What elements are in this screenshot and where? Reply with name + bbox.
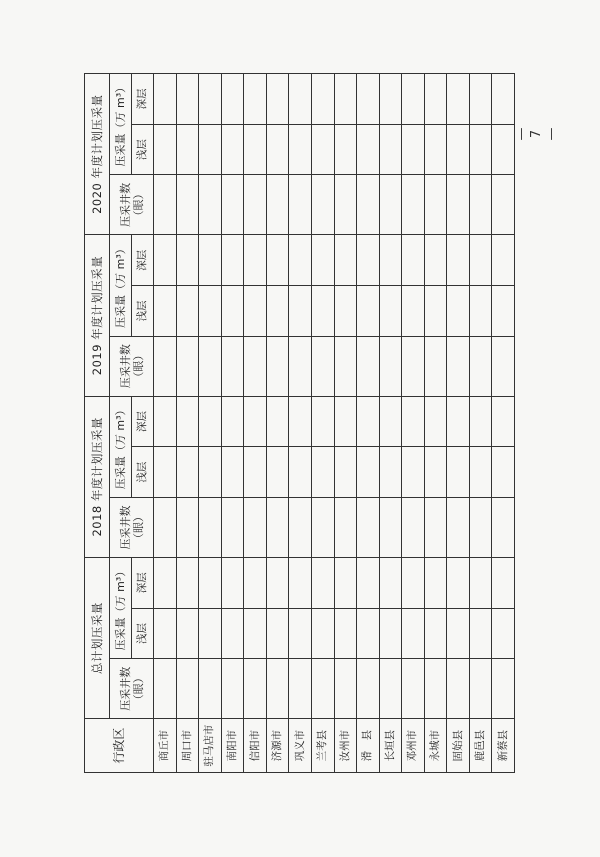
value-cell (199, 557, 222, 608)
value-cell (424, 447, 447, 498)
value-cell (357, 659, 380, 719)
table-row (244, 74, 267, 773)
value-cell (492, 235, 515, 286)
value-cell (199, 396, 222, 447)
table-row (424, 74, 447, 773)
value-cell (379, 124, 402, 175)
value-cell (402, 336, 425, 396)
value-cell (447, 175, 470, 235)
value-cell (221, 659, 244, 719)
value-cell (334, 286, 357, 337)
value-cell (424, 74, 447, 125)
table-row (266, 74, 289, 773)
value-cell (424, 286, 447, 337)
value-cell (492, 74, 515, 125)
value-cell (289, 175, 312, 235)
value-cell (402, 124, 425, 175)
value-cell (221, 497, 244, 557)
value-cell (154, 608, 177, 659)
value-cell (244, 396, 267, 447)
group-title-2019: 2019 年度计划压采量 (85, 235, 110, 396)
value-cell (379, 396, 402, 447)
wells-unit: （眼） (131, 349, 145, 383)
region-header: 行政区 (85, 719, 154, 773)
group-title-2018: 2018 年度计划压采量 (85, 396, 110, 557)
value-cell (289, 286, 312, 337)
value-cell (311, 286, 334, 337)
value-cell (379, 497, 402, 557)
table-row (311, 74, 334, 773)
volume-header-total: 压采量（万 m³） (110, 557, 132, 658)
value-cell (424, 396, 447, 447)
region-cell: 新蔡县 (492, 719, 515, 773)
value-cell (334, 124, 357, 175)
region-cell: 驻马店市 (199, 719, 222, 773)
table-row (447, 74, 470, 773)
value-cell (469, 497, 492, 557)
value-cell (289, 74, 312, 125)
deep-header-2020: 深层 (132, 74, 154, 125)
value-cell (154, 659, 177, 719)
value-cell (244, 659, 267, 719)
value-cell (492, 557, 515, 608)
value-cell (154, 396, 177, 447)
value-cell (334, 74, 357, 125)
wells-label: 压采井数 (118, 505, 132, 550)
value-cell (289, 336, 312, 396)
value-cell (357, 447, 380, 498)
value-cell (469, 175, 492, 235)
deep-header-total: 深层 (132, 557, 154, 608)
wells-header-2018 (110, 497, 154, 557)
region-cell: 商丘市 (154, 719, 177, 773)
value-cell (311, 557, 334, 608)
table-row (379, 74, 402, 773)
value-cell (176, 557, 199, 608)
value-cell (447, 447, 470, 498)
value-cell (469, 235, 492, 286)
value-cell (311, 124, 334, 175)
value-cell (469, 659, 492, 719)
value-cell (266, 659, 289, 719)
value-cell (469, 447, 492, 498)
value-cell (221, 175, 244, 235)
value-cell (492, 608, 515, 659)
value-cell (221, 557, 244, 608)
shallow-header-total: 浅层 (132, 608, 154, 659)
value-cell (379, 659, 402, 719)
value-cell (244, 557, 267, 608)
value-cell (311, 235, 334, 286)
table-row (289, 74, 312, 773)
region-cell: 南阳市 (221, 719, 244, 773)
value-cell (402, 396, 425, 447)
deep-header-2018: 深层 (132, 396, 154, 447)
value-cell (379, 175, 402, 235)
value-cell (402, 447, 425, 498)
value-cell (311, 447, 334, 498)
value-cell (469, 608, 492, 659)
value-cell (199, 286, 222, 337)
table-row (176, 74, 199, 773)
table-row (154, 74, 177, 773)
value-cell (266, 336, 289, 396)
value-cell (311, 74, 334, 125)
value-cell (199, 74, 222, 125)
region-cell: 鹿邑县 (469, 719, 492, 773)
value-cell (221, 124, 244, 175)
value-cell (357, 396, 380, 447)
value-cell (334, 447, 357, 498)
value-cell (176, 124, 199, 175)
value-cell (311, 396, 334, 447)
group-title-2020: 2020 年度计划压采量 (85, 74, 110, 235)
value-cell (447, 557, 470, 608)
value-cell (244, 447, 267, 498)
value-cell (492, 497, 515, 557)
value-cell (357, 124, 380, 175)
region-cell: 信阳市 (244, 719, 267, 773)
value-cell (447, 235, 470, 286)
value-cell (311, 497, 334, 557)
value-cell (199, 336, 222, 396)
value-cell (334, 497, 357, 557)
value-cell (154, 235, 177, 286)
shallow-header-2019: 浅层 (132, 286, 154, 337)
value-cell (199, 175, 222, 235)
table-row (357, 74, 380, 773)
value-cell (379, 74, 402, 125)
value-cell (424, 336, 447, 396)
value-cell (334, 336, 357, 396)
value-cell (266, 175, 289, 235)
value-cell (266, 235, 289, 286)
value-cell (266, 124, 289, 175)
value-cell (199, 447, 222, 498)
value-cell (424, 235, 447, 286)
value-cell (379, 336, 402, 396)
value-cell (334, 235, 357, 286)
value-cell (357, 286, 380, 337)
value-cell (176, 286, 199, 337)
value-cell (176, 608, 199, 659)
value-cell (447, 608, 470, 659)
value-cell (289, 447, 312, 498)
value-cell (447, 286, 470, 337)
table-row (221, 74, 244, 773)
value-cell (424, 659, 447, 719)
value-cell (334, 557, 357, 608)
value-cell (402, 286, 425, 337)
value-cell (266, 447, 289, 498)
value-cell (154, 74, 177, 125)
region-cell: 滑 县 (357, 719, 380, 773)
volume-header-2019: 压采量（万 m³） (110, 235, 132, 336)
value-cell (357, 336, 380, 396)
value-cell (244, 124, 267, 175)
value-cell (469, 286, 492, 337)
value-cell (492, 396, 515, 447)
value-cell (311, 175, 334, 235)
region-cell: 济源市 (266, 719, 289, 773)
wells-header-2020 (110, 175, 154, 235)
wells-unit: （眼） (131, 188, 145, 222)
volume-header-2020: 压采量（万 m³） (110, 74, 132, 175)
value-cell (199, 124, 222, 175)
shallow-header-2020: 浅层 (132, 124, 154, 175)
wells-label: 压采井数 (118, 182, 132, 227)
value-cell (357, 497, 380, 557)
value-cell (334, 396, 357, 447)
value-cell (221, 235, 244, 286)
value-cell (176, 74, 199, 125)
value-cell (266, 608, 289, 659)
region-cell: 邓州市 (402, 719, 425, 773)
shallow-header-2018: 浅层 (132, 447, 154, 498)
value-cell (176, 659, 199, 719)
value-cell (492, 124, 515, 175)
region-cell: 兰考县 (311, 719, 334, 773)
value-cell (447, 396, 470, 447)
rotated-table-wrapper (84, 73, 515, 773)
wells-label: 压采井数 (118, 666, 132, 711)
region-cell: 巩义市 (289, 719, 312, 773)
value-cell (357, 557, 380, 608)
value-cell (221, 336, 244, 396)
deep-header-2019: 深层 (132, 235, 154, 286)
region-cell: 周口市 (176, 719, 199, 773)
value-cell (154, 447, 177, 498)
value-cell (154, 286, 177, 337)
value-cell (492, 659, 515, 719)
table-row (469, 74, 492, 773)
value-cell (492, 447, 515, 498)
value-cell (447, 497, 470, 557)
value-cell (221, 396, 244, 447)
table-row (402, 74, 425, 773)
table-row (492, 74, 515, 773)
value-cell (266, 497, 289, 557)
value-cell (176, 175, 199, 235)
wells-unit: （眼） (131, 510, 145, 544)
value-cell (199, 497, 222, 557)
value-cell (289, 235, 312, 286)
value-cell (334, 175, 357, 235)
value-cell (357, 608, 380, 659)
wells-header-total (110, 659, 154, 719)
value-cell (379, 235, 402, 286)
value-cell (244, 175, 267, 235)
value-cell (492, 336, 515, 396)
value-cell (221, 286, 244, 337)
value-cell (266, 286, 289, 337)
value-cell (447, 124, 470, 175)
value-cell (402, 74, 425, 125)
value-cell (334, 659, 357, 719)
value-cell (402, 659, 425, 719)
region-cell: 永城市 (424, 719, 447, 773)
value-cell (402, 557, 425, 608)
value-cell (469, 336, 492, 396)
value-cell (266, 74, 289, 125)
value-cell (154, 557, 177, 608)
value-cell (199, 608, 222, 659)
value-cell (266, 557, 289, 608)
value-cell (154, 336, 177, 396)
value-cell (244, 608, 267, 659)
value-cell (176, 336, 199, 396)
value-cell (379, 447, 402, 498)
value-cell (221, 447, 244, 498)
value-cell (424, 175, 447, 235)
value-cell (311, 659, 334, 719)
value-cell (311, 608, 334, 659)
value-cell (244, 336, 267, 396)
value-cell (379, 608, 402, 659)
value-cell (334, 608, 357, 659)
value-cell (402, 235, 425, 286)
value-cell (289, 608, 312, 659)
value-cell (289, 396, 312, 447)
value-cell (244, 286, 267, 337)
value-cell (176, 447, 199, 498)
wells-unit: （眼） (131, 672, 145, 706)
value-cell (424, 608, 447, 659)
value-cell (469, 124, 492, 175)
value-cell (289, 124, 312, 175)
table-row (334, 74, 357, 773)
value-cell (424, 497, 447, 557)
value-cell (221, 74, 244, 125)
value-cell (402, 608, 425, 659)
value-cell (289, 659, 312, 719)
value-cell (379, 557, 402, 608)
value-cell (379, 286, 402, 337)
value-cell (199, 235, 222, 286)
value-cell (289, 497, 312, 557)
value-cell (244, 235, 267, 286)
value-cell (357, 175, 380, 235)
value-cell (199, 659, 222, 719)
region-cell: 固始县 (447, 719, 470, 773)
volume-header-2018: 压采量（万 m³） (110, 396, 132, 497)
value-cell (176, 235, 199, 286)
value-cell (154, 175, 177, 235)
region-cell: 汝州市 (334, 719, 357, 773)
value-cell (469, 74, 492, 125)
value-cell (424, 557, 447, 608)
value-cell (154, 497, 177, 557)
value-cell (154, 124, 177, 175)
value-cell (447, 74, 470, 125)
value-cell (492, 175, 515, 235)
value-cell (244, 74, 267, 125)
wells-label: 压采井数 (118, 344, 132, 389)
value-cell (289, 557, 312, 608)
groundwater-reduction-table (84, 73, 515, 773)
value-cell (424, 124, 447, 175)
value-cell (311, 336, 334, 396)
value-cell (357, 235, 380, 286)
group-title-total: 总计划压采量 (85, 557, 110, 718)
value-cell (447, 336, 470, 396)
value-cell (357, 74, 380, 125)
region-cell: 长垣县 (379, 719, 402, 773)
wells-header-2019 (110, 336, 154, 396)
value-cell (266, 396, 289, 447)
page-number: —7— (514, 127, 559, 141)
value-cell (492, 286, 515, 337)
value-cell (221, 608, 244, 659)
value-cell (447, 659, 470, 719)
value-cell (469, 557, 492, 608)
value-cell (469, 396, 492, 447)
table-row (199, 74, 222, 773)
value-cell (402, 497, 425, 557)
table-body (154, 74, 515, 773)
value-cell (244, 497, 267, 557)
value-cell (176, 497, 199, 557)
value-cell (402, 175, 425, 235)
value-cell (176, 396, 199, 447)
